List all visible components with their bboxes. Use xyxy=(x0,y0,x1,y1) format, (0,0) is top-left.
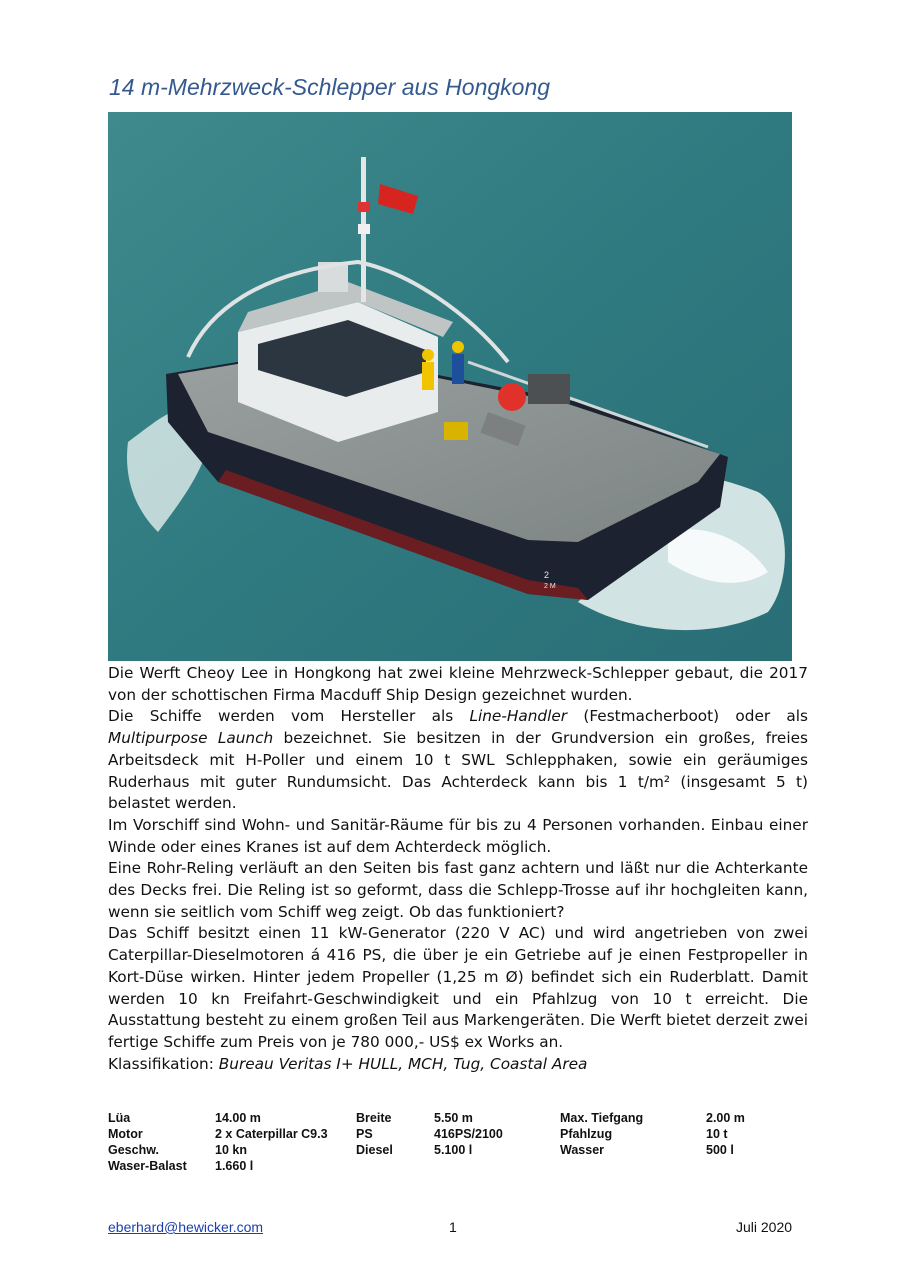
spec-value: 5.100 l xyxy=(434,1143,473,1157)
hull-marking: 2 xyxy=(544,570,550,580)
paragraph: Im Vorschiff sind Wohn- und Sanitär-Räume für bis zu 4 Personen vorhanden. Einbau einer Winde oder eines Kranes ist auf dem Achterdeck möglich. xyxy=(108,815,808,856)
page-title: 14 m-Mehrzweck-Schlepper aus Hongkong xyxy=(109,74,551,100)
page-number: 1 xyxy=(449,1219,457,1235)
spec-row xyxy=(108,1142,808,1158)
publication-date: Juli 2020 xyxy=(736,1219,793,1235)
paragraph: Eine Rohr-Reling verläuft an den Seiten bis fast ganz achtern und läßt nur die Achterkante des Decks frei. Die Reling ist so geformt, dass die Schlepp-Trosse auf ihr hochgleiten kann, wenn sie seitlich vom Schiff weg zeigt. Ob das funktioniert? xyxy=(108,859,808,921)
spec-label: PS xyxy=(356,1127,373,1141)
spec-table xyxy=(108,1110,808,1174)
spec-label: Diesel xyxy=(356,1143,393,1157)
spec-value: 10 kn xyxy=(215,1143,247,1157)
paragraph: Die Werft Cheoy Lee in Hongkong hat zwei kleine Mehrzweck-Schlepper gebaut, die 2017 von der schottischen Firma Macduff Ship Design gezeichnet wurden. xyxy=(108,664,808,704)
spec-value: 2.00 m xyxy=(706,1111,745,1125)
spec-label: Breite xyxy=(356,1111,392,1125)
classification-line: Klassifikation: Bureau Veritas I+ HULL, MCH, Tug, Coastal Area xyxy=(108,1054,588,1073)
spec-label: Lüa xyxy=(108,1111,131,1125)
spec-label: Max. Tiefgang xyxy=(560,1111,644,1125)
tugboat-photo xyxy=(108,112,792,661)
spec-value: 416PS/2100 xyxy=(434,1127,503,1141)
spec-value: 2 x Caterpillar C9.3 xyxy=(215,1127,328,1141)
spec-label: Pfahlzug xyxy=(560,1127,613,1141)
paragraph: Die Schiffe werden vom Hersteller als Line-Handler (Festmacherboot) oder als Multipurpose Launch bezeichnet. Sie besitzen in der Grundversion ein großes, freies Arbeitsdeck mit H-Poller und einem 10 t SWL Schlepphaken, sowie ein geräumiges Ruderhaus mit guter Rundumsicht. Das Achterdeck kann bis 1 t/m² (insgesamt 5 t) belastet werden. xyxy=(108,707,809,813)
spec-value: 5.50 m xyxy=(434,1111,473,1125)
spec-value: 10 t xyxy=(706,1127,728,1141)
author-email-link[interactable]: eberhard@hewicker.com xyxy=(108,1219,264,1235)
spec-label: Motor xyxy=(108,1127,143,1141)
spec-label: Waser-Balast xyxy=(108,1159,187,1173)
paragraph: Das Schiff besitzt einen 11 kW-Generator (220 V AC) und wird angetrieben von zwei Caterpillar-Dieselmotoren á 416 PS, die über je ein Getriebe auf je einen Festpropeller in Kort-Düse wirken. Hinter jedem Propeller (1,25 m Ø) befindet sich ein Ruderblatt. Damit werden 10 kn Freifahrt-Geschwindigkeit und ein Pfahlzug von 10 t erreicht. Die Ausstattung besteht zu einem großen Teil aus Markengeräten. Die Werft bietet derzeit zwei fertige Schiffe zum Preis von je 780 000,- US$ ex Works an. xyxy=(108,924,808,1051)
spec-value: 500 l xyxy=(706,1143,734,1157)
spec-value: 1.660 l xyxy=(215,1159,254,1173)
spec-label: Wasser xyxy=(560,1143,605,1157)
hull-marking: 2 M xyxy=(544,583,556,590)
spec-row xyxy=(108,1110,808,1126)
spec-row xyxy=(108,1158,808,1174)
spec-row xyxy=(108,1126,808,1142)
spec-value: 14.00 m xyxy=(215,1111,261,1125)
article-body xyxy=(108,663,808,1075)
spec-label: Geschw. xyxy=(108,1143,159,1157)
